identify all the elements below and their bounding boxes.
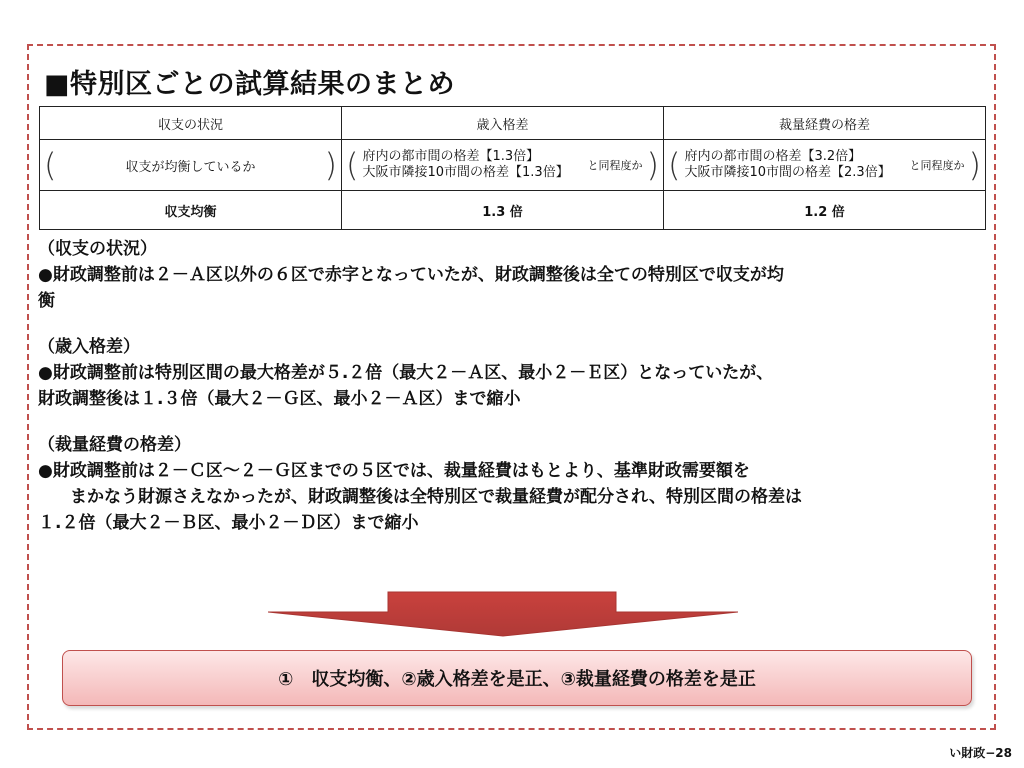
criteria-revenue-tail: と同程度か [587,159,643,172]
criteria-revenue-line2: 大阪市隣接10市間の格差【1.3倍】 [362,165,569,180]
section-heading: （収支の状況） [38,239,157,259]
section-line: 財政調整後は１.３倍（最大２－Ｇ区、最小２－Ａ区）まで縮小 [38,389,521,409]
down-arrow-icon [268,590,738,640]
section-line: １.２倍（最大２－Ｂ区、最小２－Ｄ区）まで縮小 [38,513,419,533]
section-balance [38,236,988,314]
section-line: ●財政調整前は特別区間の最大格差が５.２倍（最大２－Ａ区、最小２－Ｅ区）となっていたが、 [38,363,774,383]
table-result-row [40,191,986,230]
conclusion-text: ① 収支均衡、②歳入格差を是正、③裁量経費の格差を是正 [278,669,756,690]
criteria-discretionary-line2: 大阪市隣接10市間の格差【2.3倍】 [684,165,891,180]
header-revenue: 歳入格差 [342,107,664,140]
criteria-discretionary [664,140,986,191]
section-revenue [38,334,988,412]
table-header-row [40,107,986,140]
criteria-discretionary-line1: 府内の都市間の格差【3.2倍】 [684,149,862,164]
section-line: 衡 [38,291,55,311]
section-line: ●財政調整前は２－Ａ区以外の６区で赤字となっていたが、財政調整後は全ての特別区で収支が均 [38,265,784,285]
criteria-revenue-line1: 府内の都市間の格差【1.3倍】 [362,149,540,164]
left-bracket: ( [44,146,57,184]
criteria-revenue [342,140,664,191]
result-revenue: 1.3 倍 [342,191,664,230]
right-bracket: ) [324,146,337,184]
conclusion-box [62,650,972,706]
criteria-balance-text: 収支が均衡しているか [125,159,256,175]
section-line: ●財政調整前は２－Ｃ区～２－Ｇ区までの５区では、裁量経費はもとより、基準財政需要額を [38,461,750,481]
summary-table [39,106,986,230]
right-bracket: ) [646,146,659,184]
table-criteria-row [40,140,986,191]
page-title: ■特別区ごとの試算結果のまとめ [44,69,456,100]
right-bracket: ) [968,146,981,184]
header-discretionary: 裁量経費の格差 [664,107,986,140]
criteria-discretionary-tail: と同程度か [909,159,965,172]
explanation-body [38,236,988,556]
criteria-balance [40,140,342,191]
section-discretionary [38,432,988,536]
section-heading: （裁量経費の格差） [38,435,191,455]
section-line: まかなう財源さえなかったが、財政調整後は全特別区で裁量経費が配分され、特別区間の格差は [70,487,803,507]
result-discretionary: 1.2 倍 [664,191,986,230]
page-number: い財政−28 [949,746,1012,760]
left-bracket: ( [346,146,359,184]
header-balance: 収支の状況 [40,107,342,140]
section-heading: （歳入格差） [38,337,140,357]
left-bracket: ( [668,146,681,184]
result-balance: 収支均衡 [40,191,342,230]
